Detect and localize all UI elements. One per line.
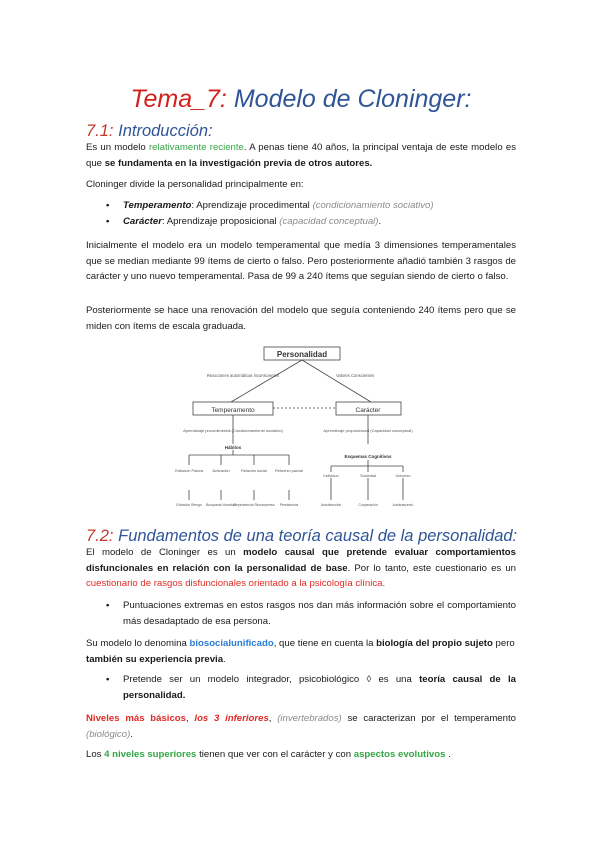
diagram-leaf: Sociedad bbox=[360, 474, 376, 478]
causal-model-paragraph: El modelo de Cloninger es un modelo causal que pretende evaluar comportamientos disfuncionales en relación con la personalidad de base. Por lo tanto, este cuestionario es un cuestionario de rasgos disfuncionales orientado a la psicología clínica. bbox=[86, 547, 516, 589]
diagram-subleaf: Dependencia Recompensa bbox=[233, 503, 275, 507]
page-title: Tema_7: Modelo de Cloninger: bbox=[130, 85, 472, 113]
diagram-leaf: Relación social bbox=[241, 469, 267, 473]
intro-paragraph: Es un modelo relativamente reciente. A penas tiene 40 años, la principal ventaja de este modelo es que se fundamenta en la investigación previa de otros autores. bbox=[86, 142, 516, 169]
diagram-subleaf: Cooperación bbox=[358, 503, 378, 507]
diagram-left-desc: Aprendizaje procedimental (Condicionamiento sociativo) bbox=[183, 428, 283, 433]
list-item: • Pretende ser un modelo integrador, psicobiológico ◊ es una teoría causal de la personalidad. bbox=[106, 674, 516, 701]
upper-levels-paragraph: Los 4 niveles superiores tienen que ver con el carácter y con aspectos evolutivos . bbox=[86, 749, 451, 760]
list-item: • Temperamento: Aprendizaje procedimental (condicionamiento sociativo) bbox=[106, 200, 434, 211]
section-heading-7-2: 7.2: Fundamentos de una teoría causal de la personalidad: bbox=[86, 527, 518, 545]
diagram-subleaf: Evitación Riesgo bbox=[176, 503, 202, 507]
division-paragraph: Cloninger divide la personalidad principalmente en: bbox=[86, 179, 304, 190]
diagram-leaf: Universo bbox=[395, 474, 411, 478]
diagram-temperamento: Temperamento bbox=[211, 407, 255, 414]
diagram-habitos: Hábitos bbox=[224, 445, 242, 450]
list-item: • Carácter: Aprendizaje proposicional (capacidad conceptual). bbox=[106, 215, 382, 227]
extremes-list bbox=[106, 598, 516, 629]
diagram-leaf: Individuo bbox=[323, 474, 339, 478]
history-paragraph: Inicialmente el modelo era un modelo temperamental que medía 3 dimensiones temperamentales que se median mediante 99 ítems de cierto o falso. Pero posteriormente añadió también 3 rasgos de carácter y uno nuevo temperamental. Pasa de 99 a 240 ítems que seguían siendo de cierto o falso. bbox=[86, 240, 516, 282]
diagram-esquemas: Esquemas Cognitivos bbox=[344, 454, 392, 459]
diagram-subleaf: Autotrascend. bbox=[392, 503, 414, 507]
division-list bbox=[106, 198, 516, 229]
personality-diagram bbox=[175, 340, 421, 526]
diagram-leaf: Evitación Pasiva bbox=[175, 469, 203, 473]
diagram-subleaf: Persistencia bbox=[279, 503, 299, 507]
diagram-root: Personalidad bbox=[276, 350, 328, 359]
diagram-subleaf: Búsqueda Novedad bbox=[206, 503, 236, 507]
diagram-caracter: Carácter bbox=[355, 407, 381, 414]
diagram-leaf: Activación bbox=[212, 469, 230, 473]
integrator-list bbox=[106, 672, 516, 703]
biosocial-paragraph: Su modelo lo denomina biosocialunificado, que tiene en cuenta la biología del propio sujeto pero también su experiencia previa. bbox=[86, 638, 515, 665]
section-heading-7-1: 7.1: Introducción: bbox=[86, 122, 213, 140]
diagram-left-link: Reacciones automáticas inconscientes bbox=[206, 373, 280, 378]
list-item: • Puntuaciones extremas en estos rasgos nos dan más información sobre el comportamiento más desadaptado de esa persona. bbox=[106, 600, 516, 627]
renovation-paragraph: Posteriormente se hace una renovación del modelo que seguía conteniendo 240 ítems pero que se miden con ítems de escala graduada. bbox=[86, 305, 516, 332]
diagram-leaf: Refuerzo parcial bbox=[275, 469, 303, 473]
diagram-right-desc: Aprendizaje proposicional (Capacidad conceptual) bbox=[323, 428, 413, 433]
diagram-right-link: Valores Conscientes bbox=[335, 373, 375, 378]
diagram-subleaf: Autodirección bbox=[320, 503, 342, 507]
basic-levels-paragraph: Niveles más básicos, los 3 inferiores, (invertebrados) se caracterizan por el temperamento (biológico). bbox=[86, 713, 516, 740]
